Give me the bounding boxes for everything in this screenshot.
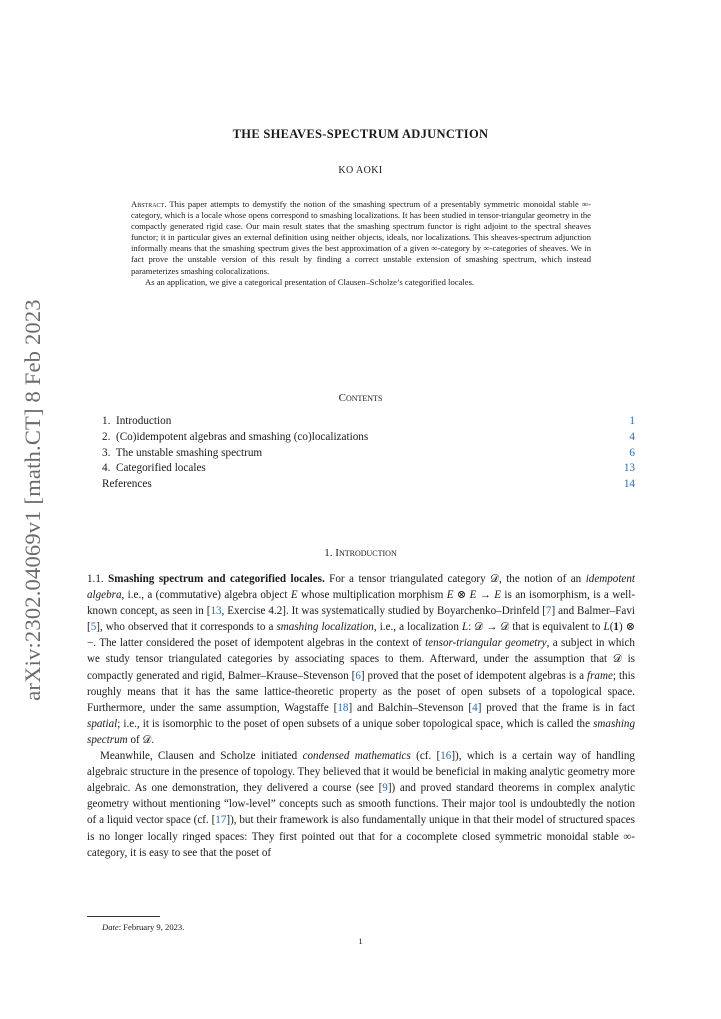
citation-link[interactable]: 4 — [472, 701, 478, 714]
citation-link[interactable]: 17 — [215, 814, 227, 827]
subsection-title: Smashing spectrum and categorified locales. — [108, 573, 325, 585]
subsection-number: 1.1. — [87, 573, 104, 585]
toc-item-coidempotent-algebras[interactable] — [102, 430, 635, 446]
abstract — [131, 199, 591, 288]
toc-num: 1. — [102, 415, 111, 427]
citation-link[interactable]: 16 — [440, 750, 452, 763]
footnote — [102, 922, 184, 932]
citation-link[interactable]: 5 — [90, 621, 97, 634]
page-number: 1 — [358, 936, 363, 946]
toc-item-unstable-smashing-spectrum[interactable] — [102, 446, 635, 462]
toc-page-link[interactable]: 1 — [629, 415, 635, 427]
footnote-label: Date — [102, 922, 119, 932]
toc-title: Categorified locales — [115, 462, 206, 475]
contents-heading: Contents — [338, 392, 383, 404]
toc-title: (Co)idempotent algebras and smashing (co)localizations — [115, 430, 369, 443]
paragraph: 1.1. Smashing spectrum and categorified locales. For a tensor triangulated category 𝒟, the notion of an idempotent algebra, i.e., a (commutative) algebra object E whose multiplication morphism E ⊗ E → E is an isomorphism, is a well-known concept, as seen in [13, Exercise 4.2]. It was systematically studied by Boyarchenko–Drinfeld [7] and Balmer–Favi [5], who observed that it corresponds to a smashing localization, i.e., a localization L: 𝒟 → 𝒟 that is equivalent to L(1) ⊗ −. The latter considered the poset of idempotent algebras in the context of tensor-triangular geometry, a subject in which we study tensor triangulated categories by associating spaces to them. Afterward, under the assumption that 𝒟 is compactly generated and rigid, Balmer–Krause–Stevenson [6] proved that the poset of idempotent algebras is a frame; this roughly means that it has the same lattice-theoretic property as the poset of open subsets of a topological space. Furthermore, under the same assumption, Wagstaffe [18] and Balchin–Stevenson [4] proved that the frame is in fact spatial; i.e., it is isomorphic to the poset of open subsets of a unique sober topological space, which is called the smashing spectrum of 𝒟. — [87, 573, 636, 746]
arxiv-stamp — [18, 299, 48, 701]
citation-link[interactable]: 7 — [545, 605, 552, 618]
toc-num: 3. — [102, 446, 111, 459]
body-text — [87, 571, 635, 861]
toc-title: Introduction — [115, 415, 172, 427]
toc-page-link[interactable]: 6 — [629, 446, 635, 459]
citation-link[interactable]: 18 — [337, 701, 349, 714]
toc-page-link[interactable]: 4 — [629, 430, 635, 443]
toc-item-categorified-locales[interactable] — [102, 461, 635, 477]
toc-page-link[interactable]: 13 — [623, 462, 635, 475]
table-of-contents — [102, 414, 635, 493]
toc-num: 4. — [102, 462, 111, 475]
toc-title: The unstable smashing spectrum — [115, 446, 263, 459]
toc-item-references[interactable] — [102, 477, 635, 493]
toc-item-introduction[interactable] — [102, 414, 635, 430]
toc-page-link[interactable]: 14 — [623, 478, 635, 491]
toc-title: References — [102, 478, 152, 491]
toc-num: 2. — [102, 430, 111, 443]
citation-link[interactable]: 13 — [210, 605, 222, 618]
section-heading-text: 1. Introduction — [324, 547, 397, 559]
paper-title: THE SHEAVES-SPECTRUM ADJUNCTION — [232, 127, 489, 141]
abstract-text: This paper attempts to demystify the notion of the smashing spectrum of a presentably symmetric monoidal stable ∞-category, which is a locale whose opens correspond to smashing localizations. It has been studied in tensor-triangular geometry in the compactly generated rigid case. Our main result states that the smashing spectrum functor is right adjoint to the spectral sheaves functor; it in particular gives an external definition using neither objects, ideals, nor localizations. This sheaves-spectrum adjunction informally means that the smashing spectrum gives the best approximation of a given ∞-category by ∞-categories of sheaves. We in fact prove the unstable version of this result by finding a correct unstable extension of smashing spectrum, which instead parameterizes smashing colocalizations. — [131, 199, 591, 276]
author-name: KO AOKI — [338, 165, 383, 176]
paragraph: Meanwhile, Clausen and Scholze initiated condensed mathematics (cf. [16]), which is a certain way of handling algebraic structure in the presence of topology. They believed that it would be beneficial in making analytic geometry more algebraic. As one demonstration, they delivered a course (see [9]) and proved standard theorems in complex analytic geometry without mentioning “low-level” concepts such as smooth functions. Their major tool is undoubtedly the notion of a liquid vector space (cf. [17]), but their framework is also fundamentally unique in that their model of structured spaces is no longer locally ringed spaces: They first pointed out that for a cocomplete closed symmetric monoidal stable ∞-category, it is easy to see that the poset of — [87, 750, 636, 859]
citation-link[interactable]: 9 — [382, 782, 388, 795]
abstract-label: Abstract. — [131, 199, 167, 209]
abstract-application: As an application, we give a categorical presentation of Clausen–Scholze’s categorified locales. — [145, 276, 475, 287]
footnote-rule — [87, 916, 160, 917]
citation-link[interactable]: 6 — [355, 669, 361, 682]
section-heading — [0, 547, 721, 559]
arxiv-stamp-text: arXiv:2302.04069v1 [math.CT] 8 Feb 2023 — [20, 299, 45, 701]
footnote-text: : February 9, 2023. — [118, 922, 185, 932]
